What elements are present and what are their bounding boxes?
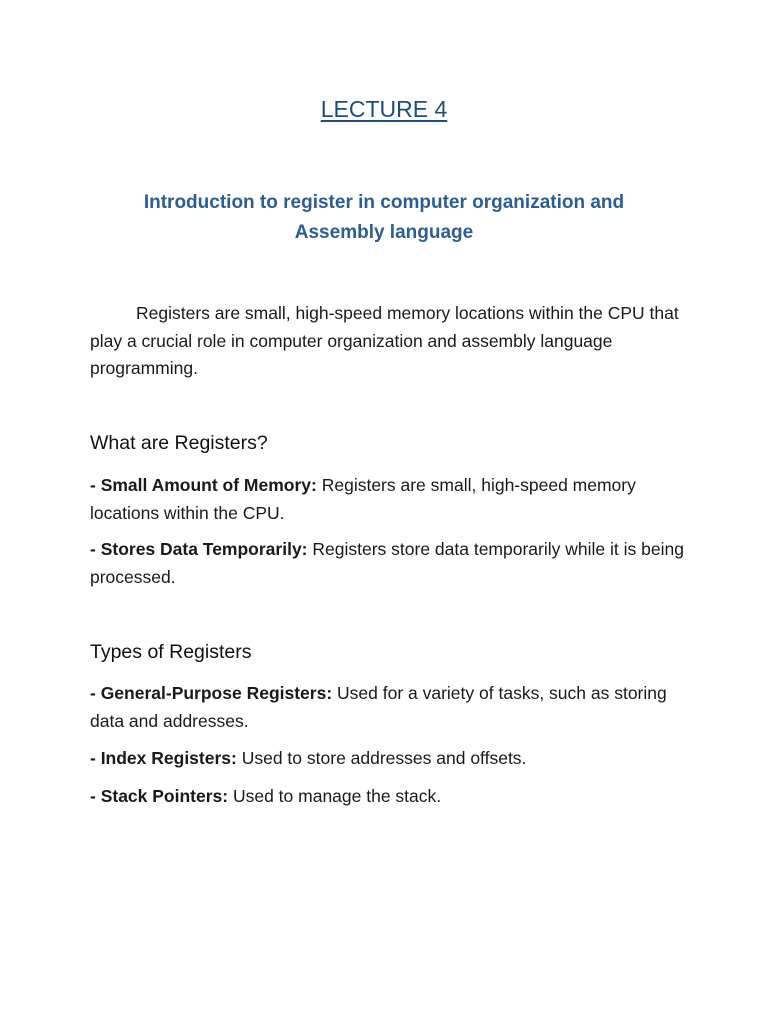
list-item-term: - Small Amount of Memory:	[90, 475, 317, 495]
list-item-text: Registers are small, high-speed memory locations within the CPU.	[90, 475, 636, 523]
list-item-text: Used to manage the stack.	[228, 786, 442, 806]
list-item-text: Used for a variety of tasks, such as storing data and addresses.	[90, 683, 667, 731]
list-item-term: - General-Purpose Registers:	[90, 683, 333, 703]
intro-paragraph: Registers are small, high-speed memory locations within the CPU that play a crucial role in computer organization and assembly language programming.	[90, 303, 679, 378]
list-item-term: - Stack Pointers:	[90, 786, 229, 806]
section-heading-what-are-registers: What are Registers?	[90, 432, 268, 454]
list-item-stores-data-temporarily	[90, 536, 690, 591]
section-heading-types-of-registers: Types of Registers	[90, 641, 252, 663]
list-item-stack-pointers	[90, 783, 690, 811]
document-subtitle: Introduction to register in computer organization and Assembly language	[143, 192, 625, 243]
list-item-text: Registers store data temporarily while it is being processed.	[90, 539, 684, 587]
lecture-title: LECTURE 4	[320, 96, 448, 122]
list-item-index-registers	[90, 745, 690, 773]
list-item-term: - Index Registers:	[90, 748, 237, 768]
list-item-text: Used to store addresses and offsets.	[236, 748, 527, 768]
list-item-general-purpose-registers	[90, 680, 690, 735]
list-item-term: - Stores Data Temporarily:	[90, 539, 308, 559]
list-item-small-amount-of-memory	[90, 472, 690, 527]
